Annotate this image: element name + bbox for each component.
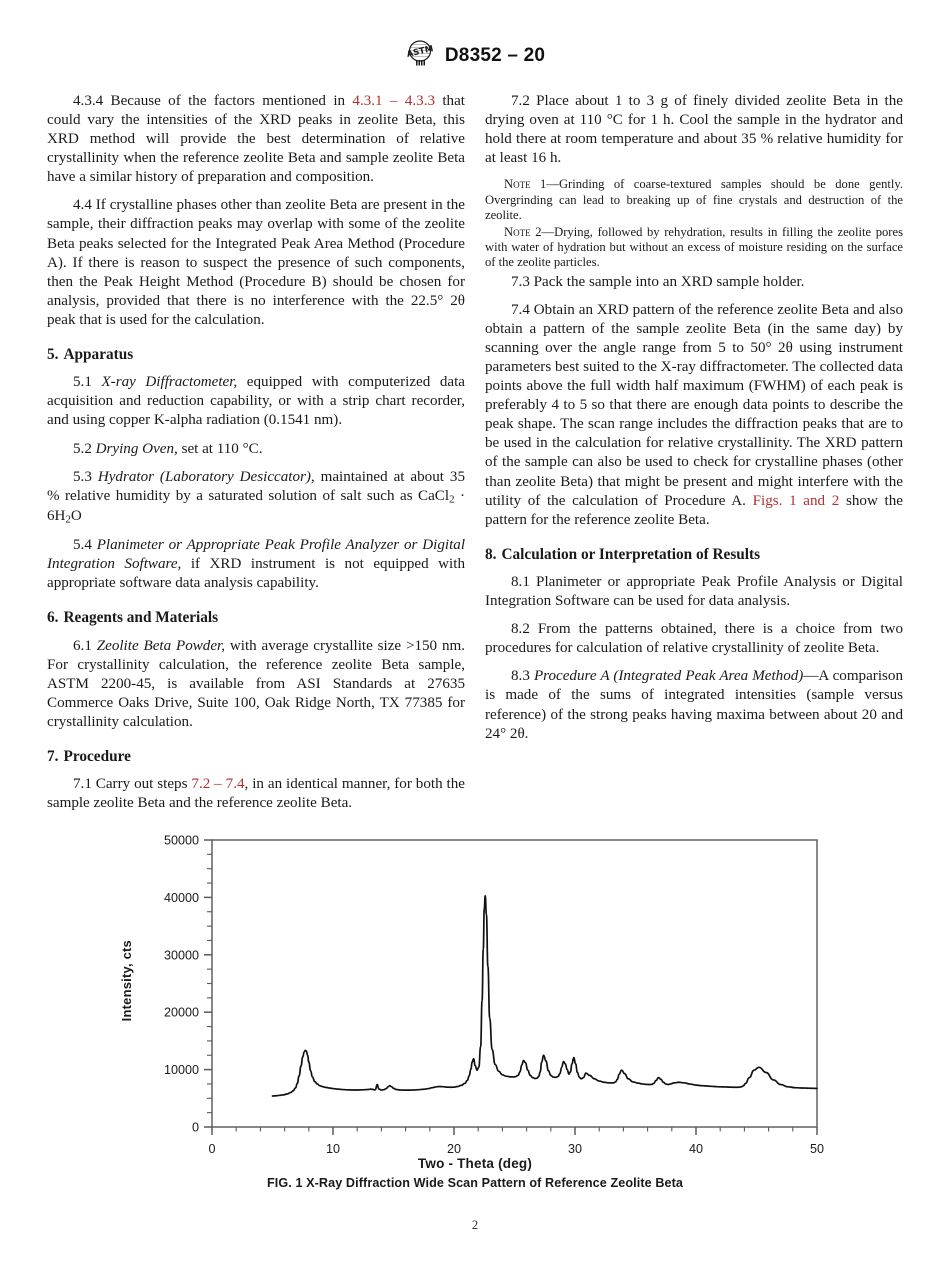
body-paragraph: 5.1 X-ray Diffractometer, equipped with computerized data acquisition and reduction capability, or with a strip chart recorder, and using copper K-alpha radiation (0.1541 nm). bbox=[47, 374, 465, 429]
body-paragraph: 5.4 Planimeter or Appropriate Peak Profile Analyzer or Digital Integration Software, if XRD instrument is not equipped with appropriate software data analysis capability. bbox=[47, 536, 466, 592]
x-axis-tick-label: 40 bbox=[688, 1142, 704, 1156]
xrd-chart-svg bbox=[0, 828, 950, 1156]
section-heading bbox=[47, 747, 465, 766]
document-designation: D8352 – 20 bbox=[444, 44, 546, 66]
section-title: Procedure bbox=[63, 747, 131, 765]
note-label: Note 2 bbox=[504, 225, 542, 240]
left-text-column bbox=[47, 92, 465, 822]
italic-run: Planimeter or Appropriate Peak Profile Analyzer or Digital Integration Software, bbox=[47, 536, 466, 573]
x-axis-tick-label: 10 bbox=[325, 1142, 341, 1156]
body-paragraph: 4.4 If crystalline phases other than zeolite Beta are present in the sample, their diffraction peaks may overlap with some of the zeolite Beta peaks selected for the Integrated Peak Area Method (Procedure A). If there is reason to suspect the presence of such components, then the Peak Height Method (Procedure B) should be chosen for analysis, provided that there is no interference with the 22.5° 2θ peak that is used for the calculation. bbox=[47, 197, 465, 328]
xrd-chart bbox=[0, 828, 950, 1156]
body-paragraph: 8.2 From the patterns obtained, there is a choice from two procedures for calculation of relative crystallinity of zeolite Beta. bbox=[485, 621, 903, 657]
italic-run: Zeolite Beta Powder, bbox=[96, 637, 226, 654]
body-paragraph: 6.1 Zeolite Beta Powder, with average crystallite size >150 nm. For crystallinity calculation, the reference zeolite Beta sample, ASTM 2200-45, is available from ASI Standards at 27635 Commerce Oaks Drive, Suite 100, Oak Ridge North, TX 77385 for crystallinity calculation. bbox=[47, 637, 466, 730]
section-heading bbox=[47, 345, 465, 364]
section-title: Apparatus bbox=[63, 345, 134, 363]
y-axis-tick-label: 10000 bbox=[163, 1063, 199, 1078]
italic-run: Procedure A (Integrated Peak Area Method) bbox=[533, 668, 804, 685]
right-text-column bbox=[485, 92, 903, 753]
cross-reference-link[interactable]: Figs. 1 and 2 bbox=[752, 492, 840, 509]
body-paragraph: 5.2 Drying Oven, set at 110 °C. bbox=[73, 440, 263, 457]
italic-run: Drying Oven, bbox=[95, 440, 178, 457]
italic-run: Hydrator (Laboratory Desiccator), bbox=[97, 468, 315, 485]
body-paragraph: 5.3 Hydrator (Laboratory Desiccator), maintained at about 35 % relative humidity by a saturated solution of salt such as CaCl$_2$ · $6H_2O$ bbox=[47, 468, 465, 526]
section-title: Reagents and Materials bbox=[63, 609, 219, 627]
figure-caption: FIG. 1 X-Ray Diffraction Wide Scan Pattern of Reference Zeolite Beta bbox=[266, 1176, 684, 1190]
section-heading bbox=[47, 608, 465, 627]
y-axis-tick-label: 40000 bbox=[163, 890, 199, 905]
svg-text:ASTM: ASTM bbox=[405, 44, 435, 60]
body-paragraph: 7.3 Pack the sample into an XRD sample holder. bbox=[511, 273, 805, 290]
x-axis-tick-label: 30 bbox=[567, 1142, 583, 1156]
note-paragraph: Note 1—Grinding of coarse-textured samples should be done gently. Overgrinding can lead to breaking up of fine crystals and destruction of the zeolite. bbox=[485, 177, 903, 222]
chart-y-axis-label: Intensity, cts bbox=[119, 940, 134, 1022]
x-axis-tick-label: 20 bbox=[446, 1142, 462, 1156]
body-paragraph: 8.1 Planimeter or appropriate Peak Profile Analysis or Digital Integration Software can be used for data analysis. bbox=[485, 574, 903, 610]
y-axis-tick-label: 20000 bbox=[163, 1005, 199, 1020]
xrd-diffraction-curve bbox=[273, 896, 818, 1096]
body-paragraph: 7.2 Place about 1 to 3 g of finely divided zeolite Beta in the drying oven at 110 °C for 1 h. Cool the sample in the hydrator and hold there at room temperature and about 35 % relative humidity for at least 16 h. bbox=[485, 93, 903, 167]
section-number: 6. bbox=[47, 609, 59, 627]
chart-plot-frame bbox=[212, 840, 817, 1127]
y-axis-tick-label: 30000 bbox=[163, 948, 199, 963]
section-number: 7. bbox=[47, 747, 59, 765]
y-axis-tick-label: 0 bbox=[191, 1120, 199, 1135]
figure-1 bbox=[0, 828, 950, 1156]
body-paragraph: 8.3 Procedure A (Integrated Peak Area Method)—A comparison is made of the sums of integrated intensities (sample versus reference) of the strong peaks having maxima between about 20 and 24° 2θ. bbox=[485, 668, 903, 742]
y-axis-tick-label: 50000 bbox=[163, 833, 199, 848]
italic-run: X-ray Diffractometer, bbox=[101, 374, 238, 391]
note-paragraph: Note 2—Drying, followed by rehydration, results in filling the zeolite pores with water of hydration but without an excess of moisture residing on the surface of the zeolite particles. bbox=[485, 225, 903, 270]
x-axis-tick-label: 50 bbox=[809, 1142, 825, 1156]
body-paragraph: 4.3.4 Because of the factors mentioned in 4.3.1 – 4.3.3 that could vary the intensities of the XRD peaks in zeolite Beta, this XRD method will provide the best determination of relative crystallinity when the reference zeolite Beta and sample zeolite Beta have a similar history of preparation and composition. bbox=[47, 93, 465, 186]
note-label: Note 1 bbox=[504, 177, 547, 192]
page-number: 2 bbox=[471, 1218, 479, 1232]
chart-x-axis-label: Two - Theta (deg) bbox=[417, 1156, 533, 1171]
x-axis-tick-label: 0 bbox=[208, 1142, 216, 1156]
cross-reference-link[interactable]: 4.3.1 – 4.3.3 bbox=[352, 93, 436, 109]
section-heading bbox=[485, 545, 903, 564]
section-number: 8. bbox=[485, 545, 497, 563]
astm-logo-icon bbox=[405, 38, 435, 73]
body-paragraph: 7.1 Carry out steps 7.2 – 7.4, in an identical manner, for both the sample zeolite Beta and the reference zeolite Beta. bbox=[47, 776, 465, 812]
page-header bbox=[0, 38, 950, 73]
subscript-run: 2 bbox=[65, 513, 71, 526]
section-number: 5. bbox=[47, 345, 59, 363]
body-paragraph: 7.4 Obtain an XRD pattern of the reference zeolite Beta and also obtain a pattern of the sample zeolite Beta (in the same day) by scanning over the angle range from 5 to 50° 2θ using instrument parameters best suited to the X-ray diffractometer. The collected data points above the full width half maximum (FWHM) of each peak is preferably 4 to 5 so that there are enough data points to describe the peak shape. The scan range includes the diffraction peaks that are to be used in the calculation for relative crystallinity. The XRD pattern of the sample can also be used to check for crystalline phases (other than zeolite Beta) that might be present and might interfere with the utility of the calculation of Procedure A. Figs. 1 and 2 show the pattern for the reference zeolite Beta. bbox=[485, 301, 903, 528]
cross-reference-link[interactable]: 7.2 – 7.4 bbox=[191, 776, 245, 793]
section-title: Calculation or Interpretation of Results bbox=[501, 545, 761, 563]
subscript-run: 2 bbox=[449, 493, 455, 506]
